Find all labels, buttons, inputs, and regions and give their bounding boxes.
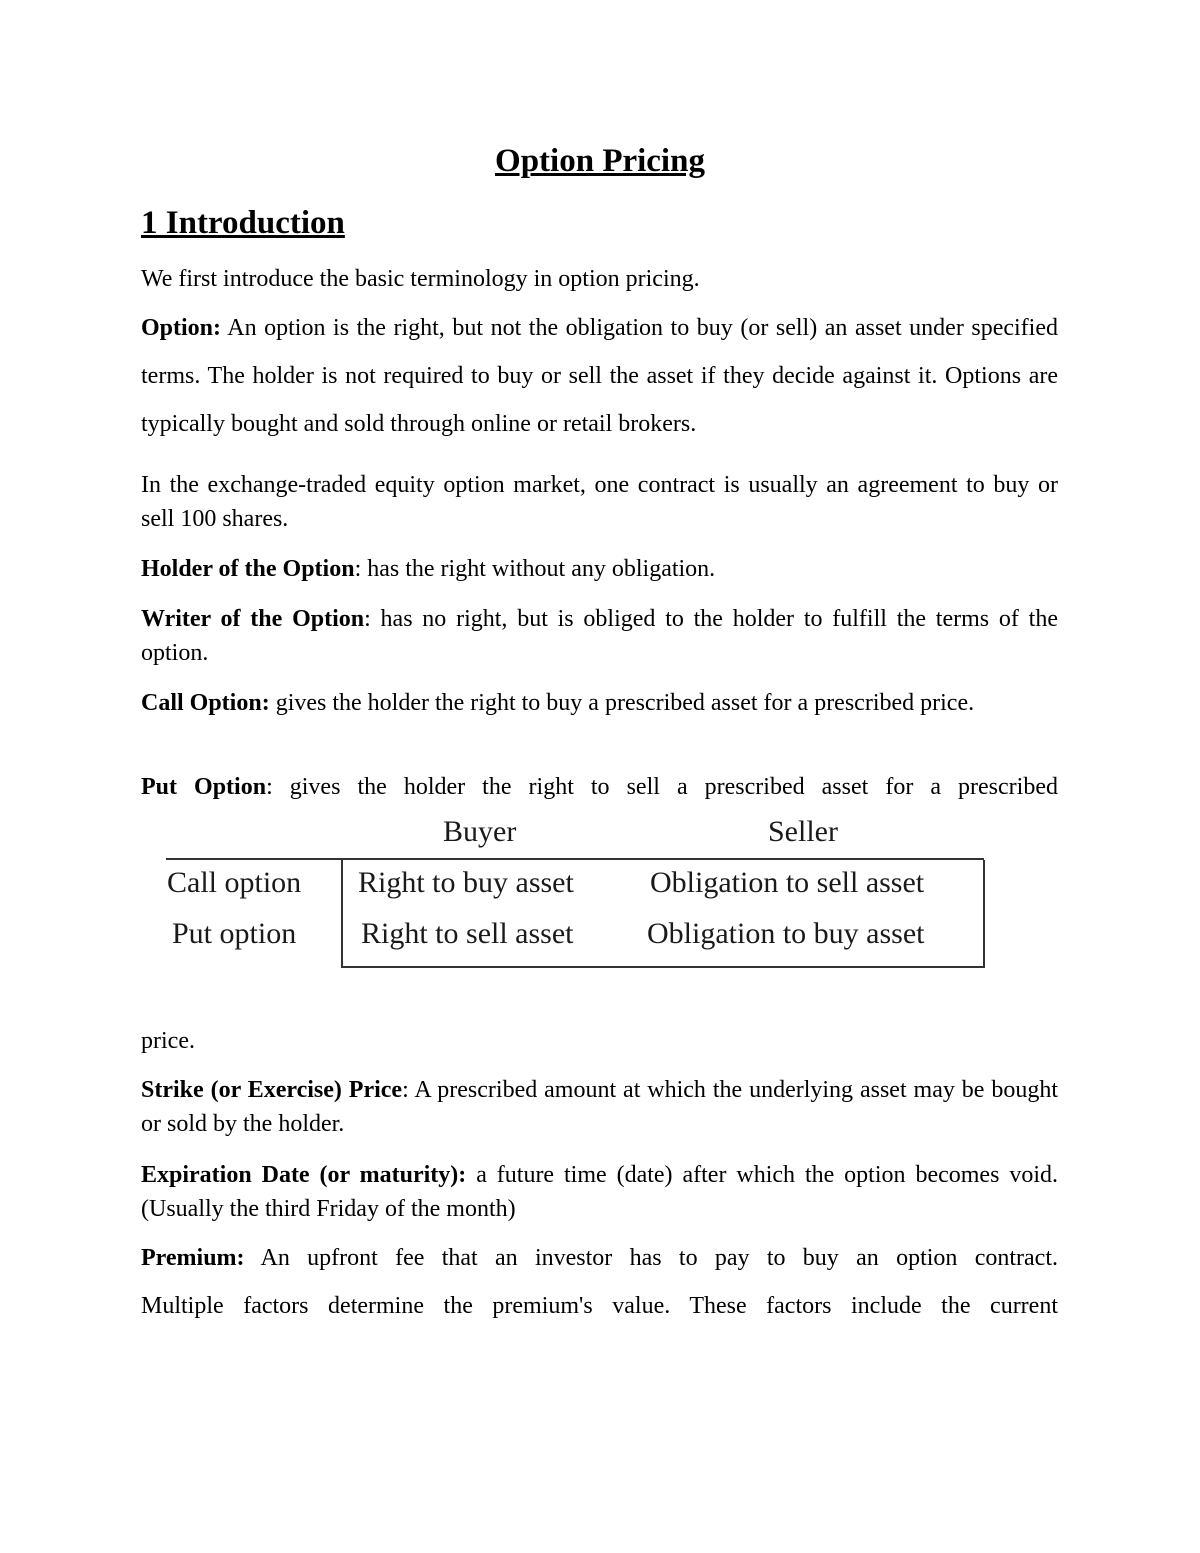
definition-term: Expiration Date (or maturity): bbox=[141, 1162, 467, 1188]
put-option-definition bbox=[141, 770, 1058, 804]
strike-price-definition bbox=[141, 1073, 1058, 1141]
definition-term: Call Option: bbox=[141, 690, 270, 716]
option-rights-table bbox=[160, 810, 990, 975]
call-option-definition bbox=[141, 686, 1058, 720]
table-cell-call-buyer: Right to buy asset bbox=[358, 866, 574, 899]
document-title: Option Pricing bbox=[495, 143, 705, 179]
expiration-date-definition bbox=[141, 1158, 1058, 1226]
intro-paragraph: We first introduce the basic terminology in option pricing. bbox=[141, 266, 700, 292]
exchange-note-paragraph: In the exchange-traded equity option market, one contract is usually an agreement to buy or sell 100 shares. bbox=[141, 472, 1058, 532]
table-row-label-call: Call option bbox=[167, 866, 302, 899]
section-heading: 1 Introduction bbox=[141, 205, 345, 241]
definition-text: : gives the holder the right to sell a prescribed asset for a prescribed bbox=[266, 774, 1058, 800]
table-header-buyer: Buyer bbox=[443, 815, 517, 848]
table-header-seller: Seller bbox=[768, 815, 838, 848]
definition-text: An option is the right, but not the obligation to buy (or sell) an asset under specified terms. The holder is not required to buy or sell the asset if they decide against it. Options are typically bought and sold through online or retail brokers. bbox=[141, 315, 1058, 437]
definition-text: : A prescribed amount at which the underlying asset may be bought or sold by the holder. bbox=[141, 1077, 1059, 1137]
table-cell-call-seller: Obligation to sell asset bbox=[650, 866, 925, 899]
table-cell-put-seller: Obligation to buy asset bbox=[647, 917, 925, 950]
premium-definition bbox=[141, 1241, 1058, 1275]
definition-term: Option: bbox=[141, 315, 222, 341]
definition-term: Holder of the Option bbox=[141, 556, 355, 582]
definition-term: Writer of the Option bbox=[141, 606, 365, 632]
option-definition bbox=[141, 304, 1058, 448]
definition-text: : has no right, but is obliged to the holder to fulfill the terms of the option. bbox=[141, 606, 1058, 666]
definition-term: Strike (or Exercise) Price bbox=[141, 1077, 403, 1103]
definition-term: Put Option bbox=[141, 774, 267, 800]
definition-term: Premium: bbox=[141, 1245, 245, 1271]
put-option-definition-continued: price. bbox=[141, 1028, 195, 1054]
definition-text: : has the right without any obligation. bbox=[354, 556, 716, 582]
definition-text: An upfront fee that an investor has to pay to buy an option contract. bbox=[244, 1245, 1058, 1271]
writer-definition bbox=[141, 602, 1058, 670]
definition-text: gives the holder the right to buy a prescribed asset for a prescribed price. bbox=[269, 690, 975, 716]
table-cell-put-buyer: Right to sell asset bbox=[361, 917, 574, 950]
premium-definition-continued: Multiple factors determine the premium's value. These factors include the current bbox=[141, 1293, 1058, 1319]
holder-definition bbox=[141, 552, 1058, 586]
definition-text: a future time (date) after which the option becomes void. (Usually the third Friday of the month) bbox=[141, 1162, 1059, 1222]
table-row-label-put: Put option bbox=[172, 917, 297, 950]
